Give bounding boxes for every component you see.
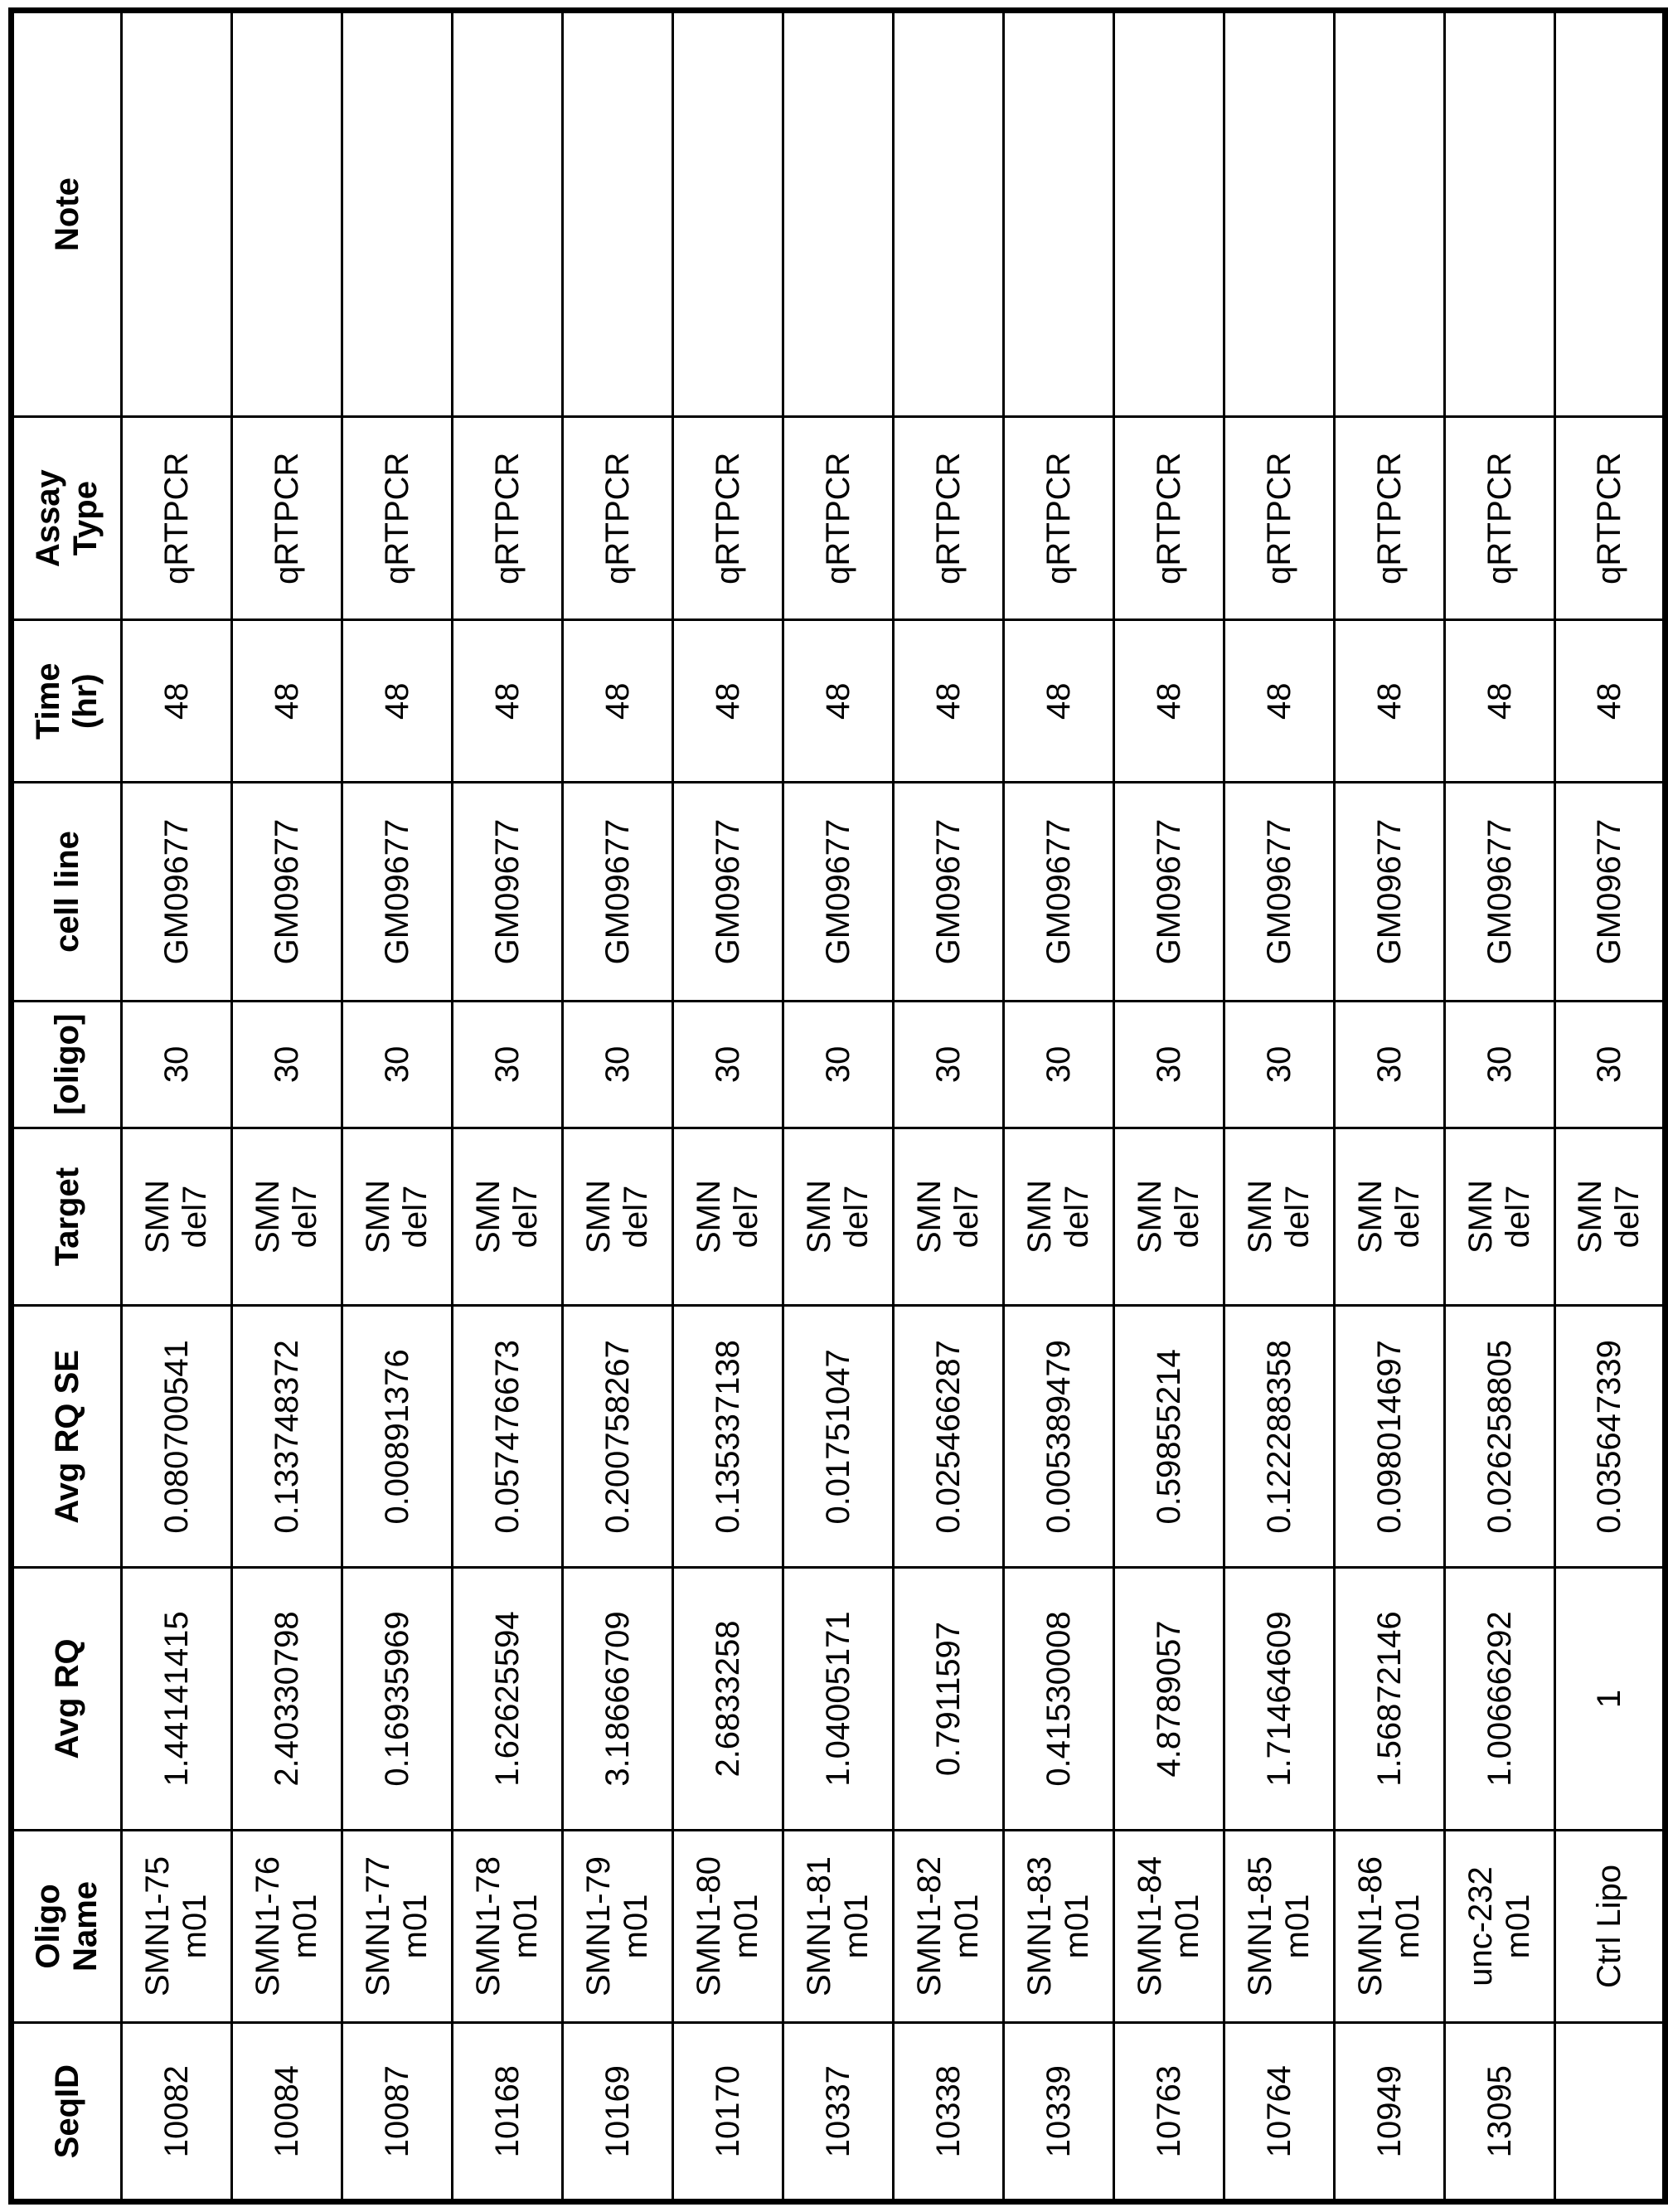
cell-avgrqse: 0.005389479 <box>1004 1306 1114 1568</box>
cell-avgrq: 1.62625594 <box>453 1568 563 1830</box>
cell-cellline: GM09677 <box>1114 783 1224 1001</box>
cell-assay: qRTPCR <box>563 417 673 620</box>
cell-cellline: GM09677 <box>673 783 783 1001</box>
column-header-assay: Assay Type <box>12 417 122 620</box>
cell-cellline: GM09677 <box>122 783 232 1001</box>
cell-note <box>1555 11 1666 417</box>
cell-conc: 30 <box>894 1001 1004 1128</box>
cell-avgrq: 0.7911597 <box>894 1568 1004 1830</box>
cell-seqid: 10168 <box>453 2023 563 2202</box>
cell-assay: qRTPCR <box>673 417 783 620</box>
cell-assay: qRTPCR <box>453 417 563 620</box>
cell-cellline: GM09677 <box>563 783 673 1001</box>
cell-time: 48 <box>1445 620 1555 783</box>
cell-cellline: GM09677 <box>453 783 563 1001</box>
cell-conc: 30 <box>563 1001 673 1128</box>
column-header-note: Note <box>12 11 122 417</box>
cell-cellline: GM09677 <box>783 783 894 1001</box>
cell-oligoname: SMN1-79 m01 <box>563 1830 673 2023</box>
cell-target: SMN del7 <box>783 1128 894 1305</box>
cell-assay: qRTPCR <box>1335 417 1445 620</box>
cell-time: 48 <box>1114 620 1224 783</box>
cell-seqid: 10337 <box>783 2023 894 2202</box>
cell-oligoname: SMN1-76 m01 <box>232 1830 342 2023</box>
cell-seqid: 10764 <box>1224 2023 1335 2202</box>
cell-target: SMN del7 <box>1445 1128 1555 1305</box>
cell-oligoname: SMN1-83 m01 <box>1004 1830 1114 2023</box>
cell-note <box>673 11 783 417</box>
cell-oligoname: SMN1-84 m01 <box>1114 1830 1224 2023</box>
cell-oligoname: SMN1-86 m01 <box>1335 1830 1445 2023</box>
cell-conc: 30 <box>673 1001 783 1128</box>
cell-conc: 30 <box>1114 1001 1224 1128</box>
cell-oligoname: SMN1-77 m01 <box>342 1830 453 2023</box>
cell-target: SMN del7 <box>1555 1128 1666 1305</box>
cell-cellline: GM09677 <box>1004 783 1114 1001</box>
cell-avgrq: 1.71464609 <box>1224 1568 1335 1830</box>
column-header-oligoname: Oligo Name <box>12 1830 122 2023</box>
table-row <box>783 11 894 2202</box>
cell-avgrqse: 0.200758267 <box>563 1306 673 1568</box>
cell-time: 48 <box>894 620 1004 783</box>
cell-conc: 30 <box>1445 1001 1555 1128</box>
cell-assay: qRTPCR <box>122 417 232 620</box>
cell-seqid: 13095 <box>1445 2023 1555 2202</box>
cell-note <box>1224 11 1335 417</box>
cell-seqid: 10763 <box>1114 2023 1224 2202</box>
column-header-cellline: cell line <box>12 783 122 1001</box>
cell-seqid: 10084 <box>232 2023 342 2202</box>
cell-assay: qRTPCR <box>1555 417 1666 620</box>
cell-note <box>232 11 342 417</box>
cell-avgrqse: 0.080700541 <box>122 1306 232 1568</box>
cell-avgrqse: 0.057476673 <box>453 1306 563 1568</box>
cell-target: SMN del7 <box>894 1128 1004 1305</box>
cell-avgrqse: 0.01751047 <box>783 1306 894 1568</box>
cell-seqid: 10339 <box>1004 2023 1114 2202</box>
cell-note <box>122 11 232 417</box>
cell-note <box>1445 11 1555 417</box>
table-row <box>453 11 563 2202</box>
cell-note <box>563 11 673 417</box>
cell-cellline: GM09677 <box>1224 783 1335 1001</box>
table-row <box>563 11 673 2202</box>
cell-assay: qRTPCR <box>1445 417 1555 620</box>
cell-avgrqse: 0.133748372 <box>232 1306 342 1568</box>
cell-time: 48 <box>563 620 673 783</box>
cell-cellline: GM09677 <box>232 783 342 1001</box>
cell-target: SMN del7 <box>673 1128 783 1305</box>
cell-target: SMN del7 <box>1335 1128 1445 1305</box>
table-row <box>1555 11 1666 2202</box>
table-row <box>1114 11 1224 2202</box>
cell-assay: qRTPCR <box>1224 417 1335 620</box>
cell-cellline: GM09677 <box>1555 783 1666 1001</box>
table-row <box>894 11 1004 2202</box>
cell-time: 48 <box>1335 620 1445 783</box>
cell-conc: 30 <box>783 1001 894 1128</box>
table-row <box>232 11 342 2202</box>
cell-oligoname: SMN1-85 m01 <box>1224 1830 1335 2023</box>
cell-conc: 30 <box>342 1001 453 1128</box>
table-row <box>122 11 232 2202</box>
cell-time: 48 <box>1004 620 1114 783</box>
column-header-avgrqse: Avg RQ SE <box>12 1306 122 1568</box>
cell-avgrqse: 0.59855214 <box>1114 1306 1224 1568</box>
cell-conc: 30 <box>232 1001 342 1128</box>
cell-target: SMN del7 <box>122 1128 232 1305</box>
cell-avgrq: 3.18666709 <box>563 1568 673 1830</box>
cell-target: SMN del7 <box>232 1128 342 1305</box>
cell-avgrqse: 0.00891376 <box>342 1306 453 1568</box>
cell-assay: qRTPCR <box>783 417 894 620</box>
cell-oligoname: Ctrl Lipo <box>1555 1830 1666 2023</box>
column-header-seqid: SeqID <box>12 2023 122 2202</box>
cell-avgrqse: 0.098014697 <box>1335 1306 1445 1568</box>
cell-avgrq: 0.41530008 <box>1004 1568 1114 1830</box>
cell-oligoname: SMN1-80 m01 <box>673 1830 783 2023</box>
cell-assay: qRTPCR <box>232 417 342 620</box>
cell-avgrqse: 0.135337138 <box>673 1306 783 1568</box>
cell-avgrqse: 0.026258805 <box>1445 1306 1555 1568</box>
cell-note <box>342 11 453 417</box>
cell-target: SMN del7 <box>342 1128 453 1305</box>
cell-conc: 30 <box>1335 1001 1445 1128</box>
cell-time: 48 <box>783 620 894 783</box>
table-row <box>342 11 453 2202</box>
cell-avgrq: 1 <box>1555 1568 1666 1830</box>
cell-seqid: 10169 <box>563 2023 673 2202</box>
cell-conc: 30 <box>1555 1001 1666 1128</box>
cell-assay: qRTPCR <box>342 417 453 620</box>
cell-target: SMN del7 <box>1224 1128 1335 1305</box>
cell-seqid: 10087 <box>342 2023 453 2202</box>
cell-seqid: 10338 <box>894 2023 1004 2202</box>
cell-time: 48 <box>673 620 783 783</box>
cell-time: 48 <box>453 620 563 783</box>
cell-oligoname: SMN1-78 m01 <box>453 1830 563 2023</box>
cell-cellline: GM09677 <box>1445 783 1555 1001</box>
cell-note <box>783 11 894 417</box>
cell-cellline: GM09677 <box>342 783 453 1001</box>
cell-time: 48 <box>122 620 232 783</box>
cell-note <box>1114 11 1224 417</box>
cell-avgrq: 1.44141415 <box>122 1568 232 1830</box>
cell-assay: qRTPCR <box>1114 417 1224 620</box>
table-row <box>1335 11 1445 2202</box>
cell-avgrqse: 0.122288358 <box>1224 1306 1335 1568</box>
cell-target: SMN del7 <box>1004 1128 1114 1305</box>
cell-seqid: 10170 <box>673 2023 783 2202</box>
cell-seqid: 10082 <box>122 2023 232 2202</box>
cell-time: 48 <box>232 620 342 783</box>
cell-target: SMN del7 <box>453 1128 563 1305</box>
table-row <box>1224 11 1335 2202</box>
cell-avgrqse: 0.025466287 <box>894 1306 1004 1568</box>
assay-results-table <box>8 7 1668 2205</box>
cell-oligoname: SMN1-75 m01 <box>122 1830 232 2023</box>
cell-time: 48 <box>1555 620 1666 783</box>
cell-oligoname: unc-232 m01 <box>1445 1830 1555 2023</box>
cell-cellline: GM09677 <box>1335 783 1445 1001</box>
cell-conc: 30 <box>122 1001 232 1128</box>
table-header <box>12 11 122 2202</box>
column-header-target: Target <box>12 1128 122 1305</box>
cell-avgrq: 4.8789057 <box>1114 1568 1224 1830</box>
column-header-avgrq: Avg RQ <box>12 1568 122 1830</box>
column-header-time: Time (hr) <box>12 620 122 783</box>
cell-conc: 30 <box>1224 1001 1335 1128</box>
cell-note <box>894 11 1004 417</box>
column-header-conc: [oligo] <box>12 1001 122 1128</box>
cell-target: SMN del7 <box>1114 1128 1224 1305</box>
cell-avgrqse: 0.035647339 <box>1555 1306 1666 1568</box>
cell-target: SMN del7 <box>563 1128 673 1305</box>
table-row <box>1445 11 1555 2202</box>
table-header-row <box>12 11 122 2202</box>
cell-cellline: GM09677 <box>894 783 1004 1001</box>
table-row <box>1004 11 1114 2202</box>
cell-avgrq: 2.6833258 <box>673 1568 783 1830</box>
cell-time: 48 <box>1224 620 1335 783</box>
cell-conc: 30 <box>453 1001 563 1128</box>
cell-assay: qRTPCR <box>894 417 1004 620</box>
cell-note <box>453 11 563 417</box>
cell-avgrq: 1.00666292 <box>1445 1568 1555 1830</box>
cell-seqid <box>1555 2023 1666 2202</box>
cell-avgrq: 1.56872146 <box>1335 1568 1445 1830</box>
cell-avgrq: 2.40330798 <box>232 1568 342 1830</box>
cell-note <box>1335 11 1445 417</box>
cell-seqid: 10949 <box>1335 2023 1445 2202</box>
table-row <box>673 11 783 2202</box>
cell-time: 48 <box>342 620 453 783</box>
cell-oligoname: SMN1-81 m01 <box>783 1830 894 2023</box>
cell-conc: 30 <box>1004 1001 1114 1128</box>
cell-avgrq: 1.04005171 <box>783 1568 894 1830</box>
cell-oligoname: SMN1-82 m01 <box>894 1830 1004 2023</box>
table-body <box>122 11 1666 2202</box>
cell-avgrq: 0.16935969 <box>342 1568 453 1830</box>
cell-assay: qRTPCR <box>1004 417 1114 620</box>
cell-note <box>1004 11 1114 417</box>
